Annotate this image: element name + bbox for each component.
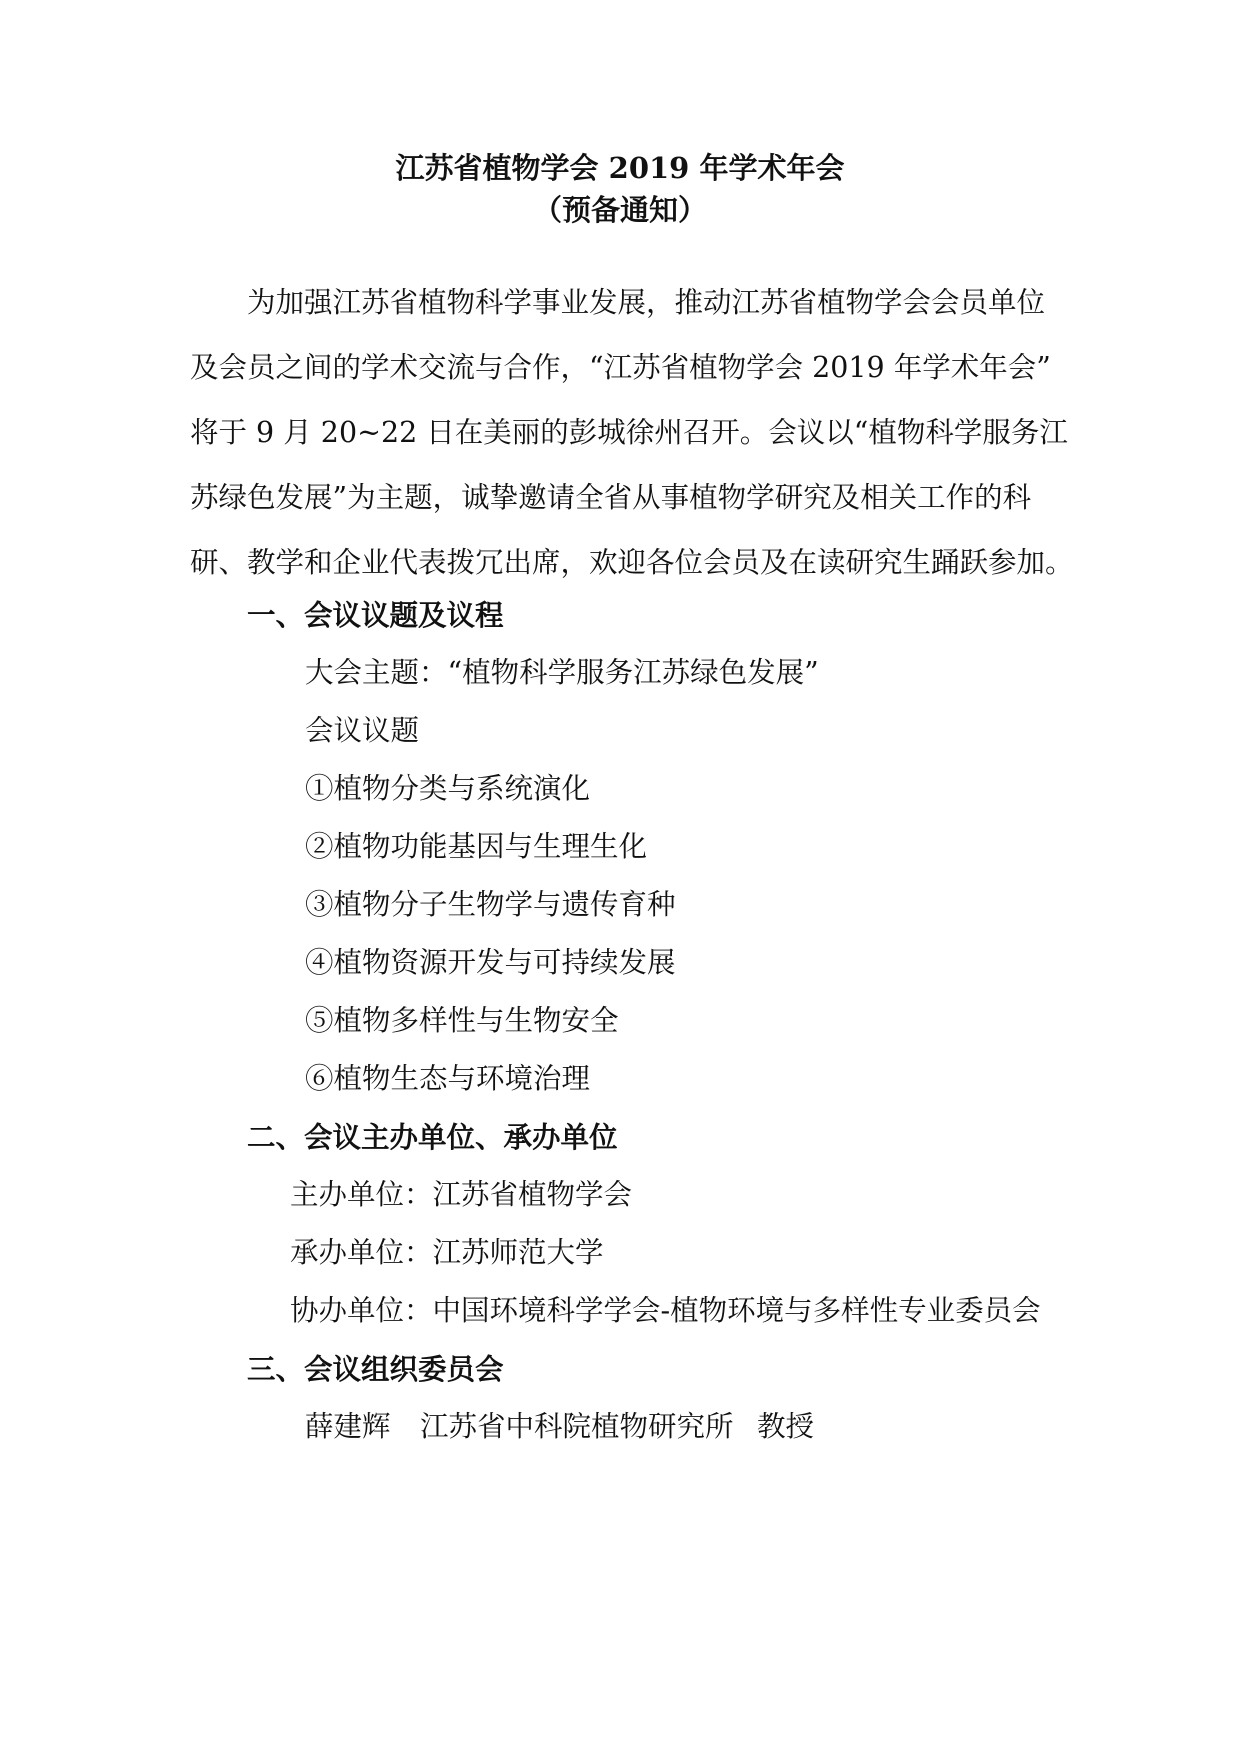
topic-item: ④植物资源开发与可持续发展 [305,946,676,979]
host-unit: 主办单位：江苏省植物学会 [290,1178,633,1211]
intro-line: 为加强江苏省植物科学事业发展，推动江苏省植物学会会员单位 [247,286,1046,319]
topic-item: ⑥植物生态与环境治理 [305,1062,591,1095]
section-heading-topics: 一、会议议题及议程 [247,598,504,632]
intro-paragraph [190,270,1074,595]
topic-item: ②植物功能基因与生理生化 [305,830,648,863]
committee-member-org: 江苏省中科院植物研究所 [420,1410,734,1443]
organizer-unit: 承办单位：江苏师范大学 [290,1236,604,1269]
section-heading-committee: 三、会议组织委员会 [247,1352,504,1386]
intro-line: 及会员之间的学术交流与合作，“江苏省植物学会 2019 年学术年会” [190,351,1051,384]
topic-item: ①植物分类与系统演化 [305,772,591,805]
intro-line: 研、教学和企业代表拨冗出席，欢迎各位会员及在读研究生踊跃参加。 [190,546,1074,579]
co-organizer-unit: 协办单位：中国环境科学学会-植物环境与多样性专业委员会 [290,1294,1041,1327]
intro-line: 苏绿色发展”为主题，诚挚邀请全省从事植物学研究及相关工作的科 [190,481,1032,514]
committee-member-name: 薛建辉 [305,1410,391,1443]
committee-member-title: 教授 [757,1410,815,1443]
topics-label: 会议议题 [305,714,420,747]
section-heading-organizers: 二、会议主办单位、承办单位 [247,1120,618,1154]
topic-item: ③植物分子生物学与遗传育种 [305,888,676,921]
document-title: 江苏省植物学会 2019 年学术年会 [395,151,845,185]
document-subtitle: （预备通知） [532,193,707,227]
intro-line: 将于 9 月 20~22 日在美丽的彭城徐州召开。会议以“植物科学服务江 [190,416,1068,449]
conference-theme: 大会主题：“植物科学服务江苏绿色发展” [305,656,819,689]
topic-item: ⑤植物多样性与生物安全 [305,1004,619,1037]
